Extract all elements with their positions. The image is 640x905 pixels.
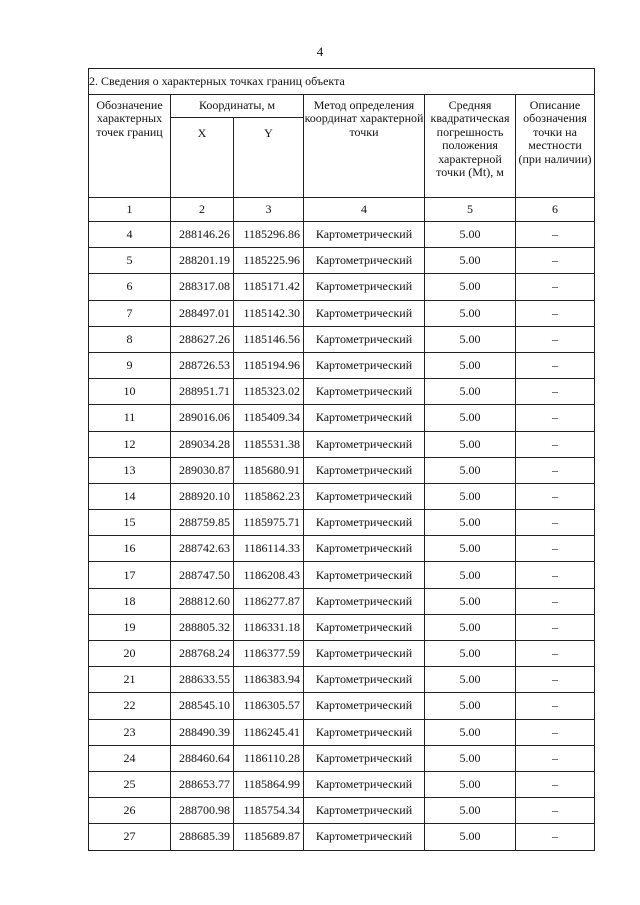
description-cell: – — [516, 824, 595, 850]
method-cell: Картометрический — [304, 379, 425, 405]
description-cell: – — [516, 457, 595, 483]
method-cell: Картометрический — [304, 431, 425, 457]
error-cell: 5.00 — [425, 536, 516, 562]
column-numbers-row — [89, 198, 595, 222]
table-row — [89, 248, 595, 274]
point-number: 5 — [89, 248, 171, 274]
point-number: 16 — [89, 536, 171, 562]
table-row — [89, 352, 595, 378]
point-number: 6 — [89, 274, 171, 300]
table-row — [89, 771, 595, 797]
error-cell: 5.00 — [425, 483, 516, 509]
point-number: 15 — [89, 510, 171, 536]
method-cell: Картометрический — [304, 536, 425, 562]
coord-x: 288653.77 — [171, 771, 234, 797]
coord-y: 1186383.94 — [234, 667, 304, 693]
description-cell: – — [516, 667, 595, 693]
method-cell: Картометрический — [304, 457, 425, 483]
coord-y: 1185864.99 — [234, 771, 304, 797]
method-cell: Картометрический — [304, 326, 425, 352]
point-number: 21 — [89, 667, 171, 693]
error-cell: 5.00 — [425, 824, 516, 850]
description-cell: – — [516, 379, 595, 405]
section-title: 2. Сведения о характерных точках границ объекта — [89, 69, 595, 95]
point-number: 17 — [89, 562, 171, 588]
description-cell: – — [516, 222, 595, 248]
section-title-row — [89, 69, 595, 95]
method-cell: Картометрический — [304, 562, 425, 588]
description-cell: – — [516, 483, 595, 509]
coord-y: 1186377.59 — [234, 641, 304, 667]
error-cell: 5.00 — [425, 248, 516, 274]
coord-y: 1185146.56 — [234, 326, 304, 352]
table-row — [89, 745, 595, 771]
points-body — [89, 222, 595, 851]
error-cell: 5.00 — [425, 667, 516, 693]
method-cell: Картометрический — [304, 667, 425, 693]
method-cell: Картометрический — [304, 798, 425, 824]
method-cell: Картометрический — [304, 483, 425, 509]
table-row — [89, 693, 595, 719]
column-number: 2 — [171, 198, 234, 222]
coord-x: 288747.50 — [171, 562, 234, 588]
boundary-points-table — [88, 68, 595, 851]
description-cell: – — [516, 588, 595, 614]
description-cell: – — [516, 536, 595, 562]
coord-x: 288951.71 — [171, 379, 234, 405]
header-point-designation: Обозначение характерных точек границ — [89, 95, 171, 198]
coord-x: 289034.28 — [171, 431, 234, 457]
table-row — [89, 274, 595, 300]
point-number: 18 — [89, 588, 171, 614]
coord-x: 288768.24 — [171, 641, 234, 667]
coord-y: 1185225.96 — [234, 248, 304, 274]
error-cell: 5.00 — [425, 771, 516, 797]
table-row — [89, 588, 595, 614]
coord-y: 1185296.86 — [234, 222, 304, 248]
description-cell: – — [516, 510, 595, 536]
header-method: Метод определения координат характерной точки — [304, 95, 425, 198]
description-cell: – — [516, 719, 595, 745]
point-number: 25 — [89, 771, 171, 797]
method-cell: Картометрический — [304, 771, 425, 797]
coord-x: 288627.26 — [171, 326, 234, 352]
point-number: 12 — [89, 431, 171, 457]
header-x: X — [171, 118, 234, 198]
column-number: 6 — [516, 198, 595, 222]
table-row — [89, 510, 595, 536]
point-number: 24 — [89, 745, 171, 771]
coord-x: 289016.06 — [171, 405, 234, 431]
coord-x: 288726.53 — [171, 352, 234, 378]
error-cell: 5.00 — [425, 641, 516, 667]
page-number: 4 — [316, 44, 324, 59]
coord-y: 1185754.34 — [234, 798, 304, 824]
coord-y: 1186305.57 — [234, 693, 304, 719]
coord-y: 1185142.30 — [234, 300, 304, 326]
point-number: 10 — [89, 379, 171, 405]
method-cell: Картометрический — [304, 719, 425, 745]
point-number: 11 — [89, 405, 171, 431]
error-cell: 5.00 — [425, 326, 516, 352]
column-number: 4 — [304, 198, 425, 222]
table-row — [89, 614, 595, 640]
table-row — [89, 824, 595, 850]
coord-x: 288920.10 — [171, 483, 234, 509]
coord-x: 288812.60 — [171, 588, 234, 614]
header-y: Y — [234, 118, 304, 198]
coord-y: 1185531.38 — [234, 431, 304, 457]
description-cell: – — [516, 300, 595, 326]
method-cell: Картометрический — [304, 693, 425, 719]
coord-y: 1186110.28 — [234, 745, 304, 771]
coord-x: 288685.39 — [171, 824, 234, 850]
coord-y: 1186277.87 — [234, 588, 304, 614]
point-number: 26 — [89, 798, 171, 824]
point-number: 8 — [89, 326, 171, 352]
error-cell: 5.00 — [425, 457, 516, 483]
coord-y: 1185194.96 — [234, 352, 304, 378]
coord-x: 288146.26 — [171, 222, 234, 248]
coord-x: 288805.32 — [171, 614, 234, 640]
point-number: 9 — [89, 352, 171, 378]
description-cell: – — [516, 326, 595, 352]
error-cell: 5.00 — [425, 693, 516, 719]
point-number: 20 — [89, 641, 171, 667]
description-cell: – — [516, 641, 595, 667]
coord-x: 288201.19 — [171, 248, 234, 274]
error-cell: 5.00 — [425, 431, 516, 457]
table-row — [89, 222, 595, 248]
table-row — [89, 405, 595, 431]
coord-y: 1185975.71 — [234, 510, 304, 536]
coord-x: 288742.63 — [171, 536, 234, 562]
description-cell: – — [516, 274, 595, 300]
coord-x: 288490.39 — [171, 719, 234, 745]
error-cell: 5.00 — [425, 614, 516, 640]
coord-y: 1185680.91 — [234, 457, 304, 483]
method-cell: Картометрический — [304, 274, 425, 300]
table-row — [89, 798, 595, 824]
method-cell: Картометрический — [304, 405, 425, 431]
point-number: 7 — [89, 300, 171, 326]
table-row — [89, 562, 595, 588]
description-cell: – — [516, 431, 595, 457]
coord-y: 1185171.42 — [234, 274, 304, 300]
error-cell: 5.00 — [425, 300, 516, 326]
coord-x: 288545.10 — [171, 693, 234, 719]
description-cell: – — [516, 405, 595, 431]
column-number: 1 — [89, 198, 171, 222]
coord-x: 288497.01 — [171, 300, 234, 326]
description-cell: – — [516, 745, 595, 771]
table-row — [89, 483, 595, 509]
table-row — [89, 457, 595, 483]
method-cell: Картометрический — [304, 510, 425, 536]
description-cell: – — [516, 771, 595, 797]
coord-y: 1185862.23 — [234, 483, 304, 509]
header-description: Описание обозначения точки на местности (при наличии) — [516, 95, 595, 198]
point-number: 4 — [89, 222, 171, 248]
error-cell: 5.00 — [425, 222, 516, 248]
coord-y: 1186331.18 — [234, 614, 304, 640]
point-number: 27 — [89, 824, 171, 850]
coord-y: 1185323.02 — [234, 379, 304, 405]
coord-y: 1185689.87 — [234, 824, 304, 850]
method-cell: Картометрический — [304, 300, 425, 326]
description-cell: – — [516, 693, 595, 719]
method-cell: Картометрический — [304, 824, 425, 850]
method-cell: Картометрический — [304, 641, 425, 667]
method-cell: Картометрический — [304, 745, 425, 771]
point-number: 14 — [89, 483, 171, 509]
error-cell: 5.00 — [425, 274, 516, 300]
error-cell: 5.00 — [425, 588, 516, 614]
error-cell: 5.00 — [425, 510, 516, 536]
coord-y: 1185409.34 — [234, 405, 304, 431]
header-error: Средняя квадратическая погрешность положения характерной точки (Mt), м — [425, 95, 516, 198]
coord-y: 1186114.33 — [234, 536, 304, 562]
error-cell: 5.00 — [425, 405, 516, 431]
table-row — [89, 326, 595, 352]
coord-y: 1186245.41 — [234, 719, 304, 745]
description-cell: – — [516, 798, 595, 824]
point-number: 22 — [89, 693, 171, 719]
error-cell: 5.00 — [425, 798, 516, 824]
table-row — [89, 719, 595, 745]
method-cell: Картометрический — [304, 588, 425, 614]
coord-x: 288700.98 — [171, 798, 234, 824]
method-cell: Картометрический — [304, 614, 425, 640]
error-cell: 5.00 — [425, 719, 516, 745]
description-cell: – — [516, 614, 595, 640]
coord-y: 1186208.43 — [234, 562, 304, 588]
error-cell: 5.00 — [425, 379, 516, 405]
description-cell: – — [516, 248, 595, 274]
error-cell: 5.00 — [425, 745, 516, 771]
table-row — [89, 300, 595, 326]
table-row — [89, 536, 595, 562]
column-number: 5 — [425, 198, 516, 222]
method-cell: Картометрический — [304, 248, 425, 274]
method-cell: Картометрический — [304, 352, 425, 378]
header-row-1 — [89, 95, 595, 118]
coord-x: 288317.08 — [171, 274, 234, 300]
coord-x: 289030.87 — [171, 457, 234, 483]
error-cell: 5.00 — [425, 352, 516, 378]
point-number: 23 — [89, 719, 171, 745]
table-row — [89, 667, 595, 693]
table-row — [89, 379, 595, 405]
method-cell: Картометрический — [304, 222, 425, 248]
description-cell: – — [516, 352, 595, 378]
table-row — [89, 641, 595, 667]
coord-x: 288460.64 — [171, 745, 234, 771]
header-coordinates: Координаты, м — [171, 95, 304, 118]
point-number: 13 — [89, 457, 171, 483]
point-number: 19 — [89, 614, 171, 640]
description-cell: – — [516, 562, 595, 588]
coord-x: 288759.85 — [171, 510, 234, 536]
coord-x: 288633.55 — [171, 667, 234, 693]
table-row — [89, 431, 595, 457]
error-cell: 5.00 — [425, 562, 516, 588]
column-number: 3 — [234, 198, 304, 222]
